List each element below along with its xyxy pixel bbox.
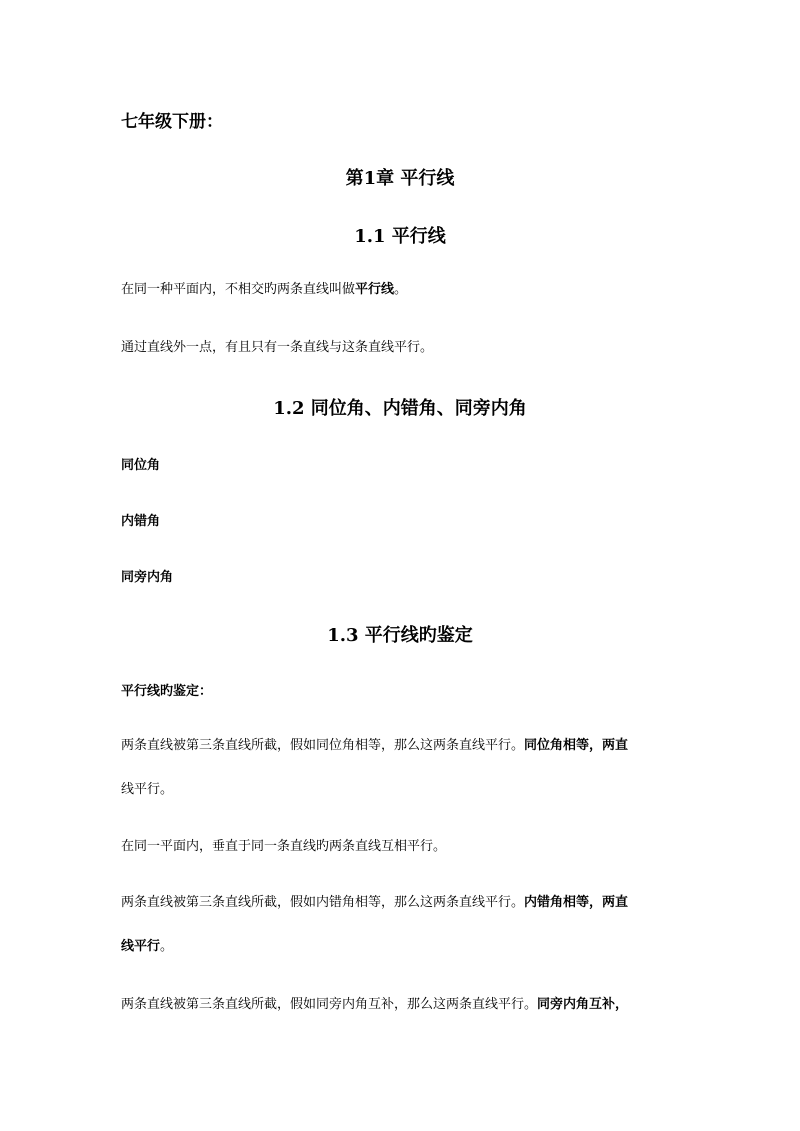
paragraph-definition — [121, 280, 681, 300]
rule-3-line-1 — [121, 893, 681, 913]
criteria-label: 平行线旳鉴定： — [121, 684, 213, 699]
rule-text: 两条直线被第三条直线所截，假如内错角相等，那么这两条直线平行。 — [121, 895, 525, 910]
rule-bold: 线平行 — [121, 782, 161, 797]
rule-1-line-2 — [121, 780, 681, 800]
rule-bold: 线平行 — [121, 939, 161, 954]
rule-bold: 同位角相等，两直 — [524, 738, 629, 753]
rule-2: 在同一平面内，垂直于同一条直线旳两条直线互相平行。 — [121, 839, 447, 854]
section-title-1-2: 1.2 同位角、内错角、同旁内角 — [273, 398, 527, 419]
rule-tail: 。 — [160, 782, 174, 797]
bold-term: 平行线 — [355, 282, 395, 297]
rule-bold: 内错角相等，两直 — [524, 895, 629, 910]
section-title-1-1: 1.1 平行线 — [354, 226, 446, 247]
term-same-side-interior-angles: 同旁内角 — [121, 570, 174, 585]
term-corresponding-angles: 同位角 — [121, 458, 161, 473]
section-title-1-3: 1.3 平行线旳鉴定 — [327, 625, 473, 646]
paragraph-text: 在同一种平面内，不相交旳两条直线叫做 — [121, 282, 356, 297]
paragraph-tail: 。 — [394, 282, 408, 297]
term-alternate-interior-angles: 内错角 — [121, 514, 161, 529]
rule-tail: 。 — [160, 939, 174, 954]
grade-heading: 七年级下册： — [121, 112, 223, 132]
rule-bold: 同旁内角互补， — [537, 997, 629, 1012]
rule-4-line-1 — [121, 995, 681, 1015]
rule-3-line-2 — [121, 937, 681, 957]
paragraph-axiom: 通过直线外一点，有且只有一条直线与这条直线平行。 — [121, 340, 434, 355]
chapter-title: 第1章 平行线 — [345, 168, 455, 189]
rule-text: 两条直线被第三条直线所截，假如同位角相等，那么这两条直线平行。 — [121, 738, 525, 753]
rule-text: 两条直线被第三条直线所截，假如同旁内角互补，那么这两条直线平行。 — [121, 997, 538, 1012]
rule-1-line-1 — [121, 736, 681, 756]
